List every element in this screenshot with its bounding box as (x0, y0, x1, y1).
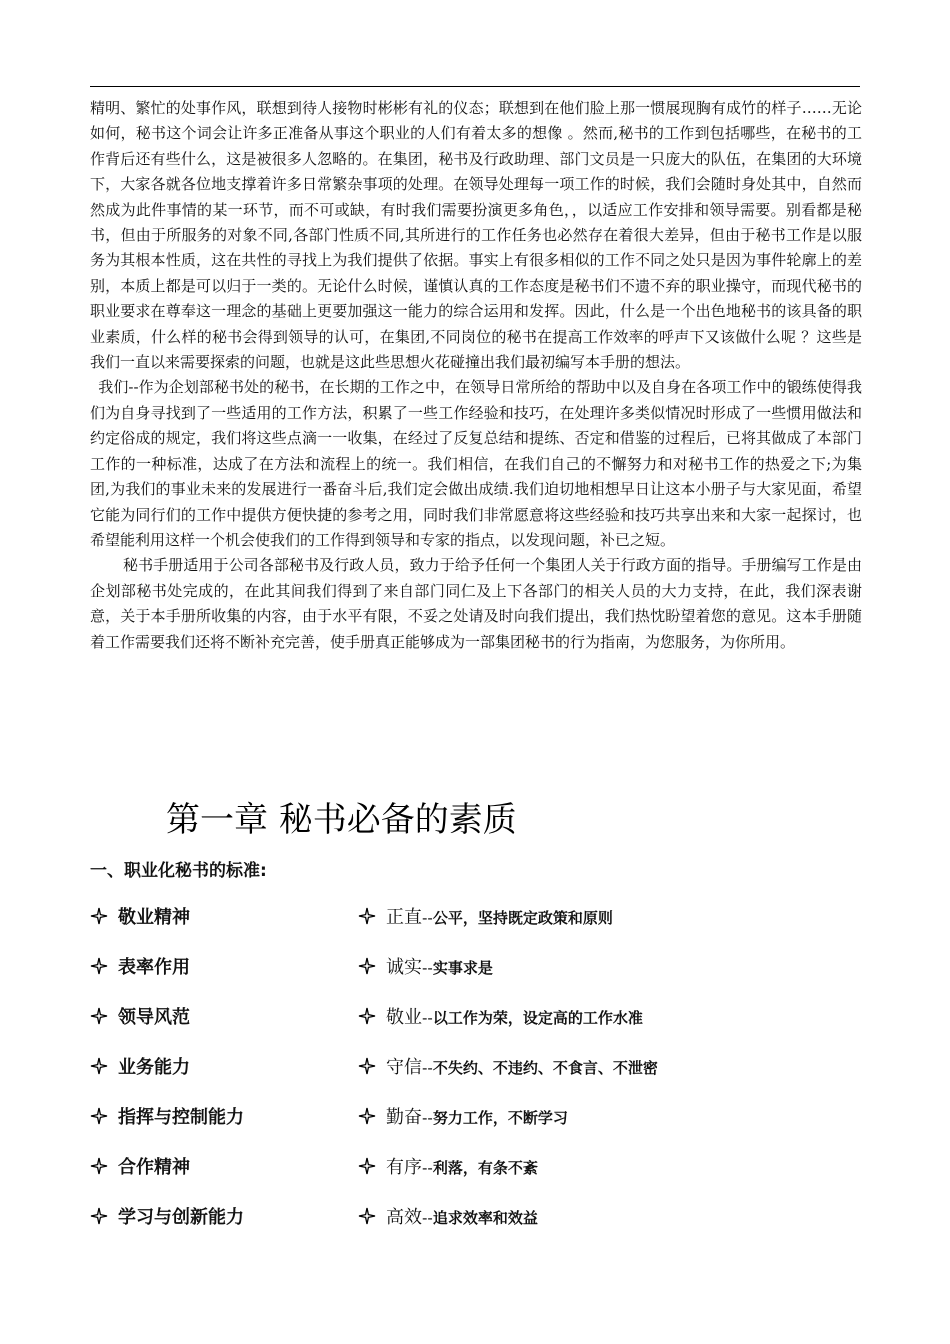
quality-right-description: 努力工作，不断学习 (432, 1109, 568, 1127)
quality-right-description: 公平，坚持既定政策和原则 (432, 909, 613, 927)
four-point-star-icon (358, 1157, 376, 1175)
quality-right-name: 守信 (386, 1057, 422, 1078)
quality-right-description: 利落，有条不紊 (432, 1159, 538, 1177)
quality-right-item (358, 1102, 568, 1134)
quality-left-item (90, 1202, 244, 1234)
quality-right-item (358, 1152, 538, 1184)
quality-left-label: 表率作用 (118, 957, 190, 978)
quality-row (90, 902, 860, 952)
quality-right-item (358, 1202, 538, 1234)
qualities-list (90, 902, 860, 1252)
four-point-star-icon (90, 1207, 108, 1225)
quality-left-label: 合作精神 (118, 1157, 190, 1178)
quality-right-name: 正直 (386, 907, 422, 928)
quality-row (90, 1052, 860, 1102)
quality-separator: -- (422, 1059, 433, 1077)
quality-row (90, 1152, 860, 1202)
quality-separator: -- (422, 1009, 433, 1027)
intro-paragraph-2: 我们--作为企划部秘书处的秘书，在长期的工作之中，在领导日常所给的帮助中以及自身在各项工作中的锻练使得我们为自身寻找到了一些适用的工作方法，积累了一些工作经验和技巧，在处理许多类似情况时形成了一些惯用做法和约定俗成的规定，我们将这些点滴一一收集，在经过了反复总结和提练、否定和借鉴的过程后，已将其做成了本部门工作的一种标准，达成了在方法和流程上的统一。我们相信，在我们自己的不懈努力和对秘书工作的热爱之下;为集团,为我们的事业未来的发展进行一番奋斗后,我们定会做出成绩.我们迫切地相想早日让这本小册子与大家见面，希望它能为同行们的工作中提供方便快捷的参考之用，同时我们非常愿意将这些经验和技巧共享出来和大家一起探讨，也希望能利用这样一个机会使我们的工作得到领导和专家的指点，以发现问题，补已之短。 (90, 378, 862, 549)
section-heading: 一、职业化秘书的标准: (90, 861, 267, 881)
intro-paragraph-3: 秘书手册适用于公司各部秘书及行政人员，致力于给予任何一个集团人关于行政方面的指导。手册编写工作是由企划部秘书处完成的，在此其间我们得到了来自部门同仁及上下各部门的相关人员的大力支持，在此，我们深表谢意，关于本手册所收集的内容，由于水平有限，不妥之处请及时向我们提出，我们热忱盼望着您的意见。这本手册随着工作需要我们还将不断补充完善，使手册真正能够成为一部集团秘书的行为指南，为您服务，为你所用。 (90, 556, 862, 651)
quality-row (90, 1202, 860, 1252)
quality-right-name: 高效 (386, 1207, 422, 1228)
quality-left-label: 指挥与控制能力 (118, 1107, 244, 1128)
quality-right-description: 追求效率和效益 (432, 1209, 538, 1227)
quality-left-label: 业务能力 (118, 1057, 190, 1078)
quality-left-item (90, 952, 190, 984)
four-point-star-icon (90, 1007, 108, 1025)
quality-row (90, 952, 860, 1002)
quality-right-description: 不失约、不违约、不食言、不泄密 (432, 1059, 658, 1077)
quality-left-label: 敬业精神 (118, 907, 190, 928)
four-point-star-icon (90, 1057, 108, 1075)
four-point-star-icon (358, 957, 376, 975)
quality-left-item (90, 1002, 190, 1034)
quality-left-item (90, 1052, 190, 1084)
quality-right-item (358, 902, 613, 934)
four-point-star-icon (358, 1057, 376, 1075)
quality-separator: -- (422, 909, 433, 927)
quality-right-name: 有序 (386, 1157, 422, 1178)
header-rule (90, 86, 860, 87)
four-point-star-icon (90, 907, 108, 925)
quality-right-name: 诚实 (386, 957, 422, 978)
quality-right-description: 以工作为荣，设定高的工作水准 (432, 1009, 643, 1027)
quality-left-item (90, 1102, 244, 1134)
intro-paragraph-1: 精明、繁忙的处事作风，联想到待人接物时彬彬有礼的仪态；联想到在他们脸上那一惯展现胸有成竹的样子……无论如何，秘书这个词会让许多正准备从事这个职业的人们有着太多的想像 。然而,秘书的工作到包括哪些，在秘书的工作背后还有些什么，这是被很多人忽略的。在集团，秘书及行政助理、部门文员是一只庞大的队伍，在集团的大环境下，大家各就各位地支撑着许多日常繁杂事项的处理。在领导处理每一项工作的时候，我们会随时身处其中，自然而然成为此件事情的某一环节，而不可或缺，有时我们需要扮演更多角色，，以适应工作安排和领导需要。别看都是秘书，但由于所服务的对象不同,各部门性质不同,其所进行的工作任务也必然存在着很大差异，但由于秘书工作是以服务为其根本性质，这在共性的寻找上为我们提供了依据。事实上有很多相似的工作不同之处只是因为事件轮廓上的差别，本质上都是可以归于一类的。无论什么时候，谨慎认真的工作态度是秘书们不遗不弃的职业操守，而现代秘书的职业要求在尊奉这一理念的基础上更要加强这一能力的综合运用和发挥。因此，什么是一个出色地秘书的该具备的职业素质，什么样的秘书会得到领导的认可，在集团,不同岗位的秘书在提高工作效率的呼声下又该做什么呢 ？这些是我们一直以来需要探索的问题，也就是这此些思想火花碰撞出我们最初编写本手册的想法。 (90, 99, 862, 372)
quality-right-item (358, 1002, 643, 1034)
quality-left-label: 学习与创新能力 (118, 1207, 244, 1228)
four-point-star-icon (358, 1107, 376, 1125)
four-point-star-icon (358, 907, 376, 925)
quality-left-item (90, 902, 190, 934)
quality-right-description: 实事求是 (432, 959, 493, 977)
quality-separator: -- (422, 1109, 433, 1127)
four-point-star-icon (358, 1207, 376, 1225)
quality-right-name: 敬业 (386, 1007, 422, 1028)
quality-row (90, 1002, 860, 1052)
quality-separator: -- (422, 959, 433, 977)
chapter-title: 第一章 秘书必备的素质 (166, 800, 517, 840)
quality-separator: -- (422, 1159, 433, 1177)
four-point-star-icon (358, 1007, 376, 1025)
four-point-star-icon (90, 1157, 108, 1175)
quality-left-item (90, 1152, 190, 1184)
quality-right-item (358, 1052, 658, 1084)
intro-text (90, 96, 862, 655)
quality-row (90, 1102, 860, 1152)
four-point-star-icon (90, 1107, 108, 1125)
quality-left-label: 领导风范 (118, 1007, 190, 1028)
quality-right-item (358, 952, 493, 984)
quality-right-name: 勤奋 (386, 1107, 422, 1128)
four-point-star-icon (90, 957, 108, 975)
quality-separator: -- (422, 1209, 433, 1227)
